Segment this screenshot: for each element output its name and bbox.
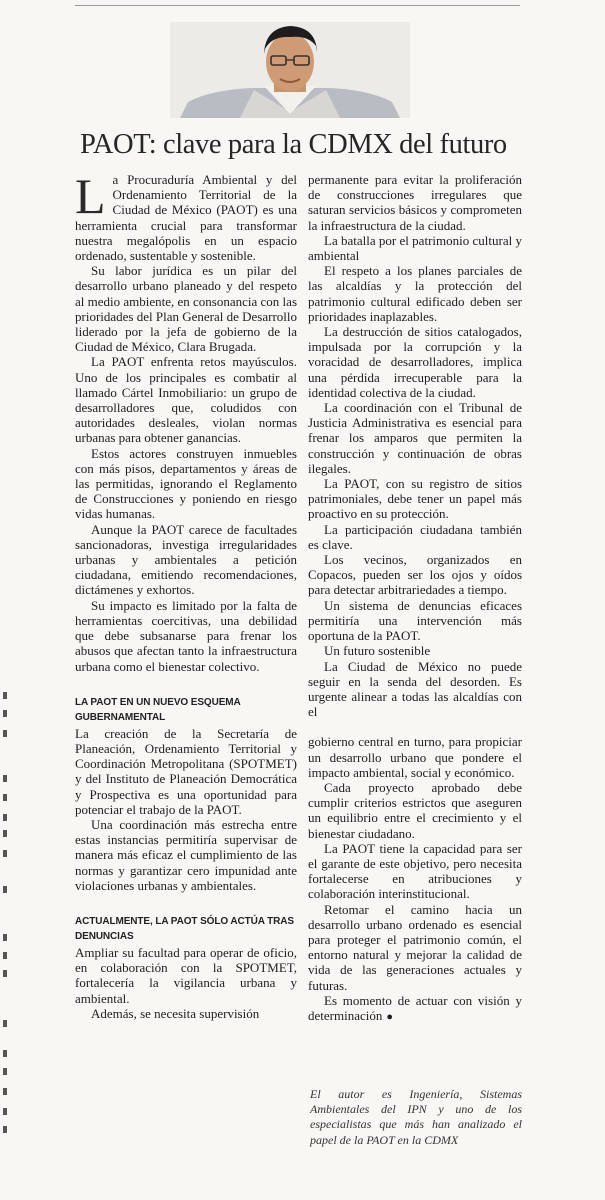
- paragraph: La PAOT enfrenta retos mayúsculos. Uno de los principales es combatir al llamado Cártel Inmobiliario: un grupo de desarrolladores que, coludidos con autoridades desleales, violan normas urbanas para obtener ganancias.: [75, 354, 297, 446]
- paragraph: Cada proyecto aprobado debe cumplir criterios estrictos que aseguren un equilibrio entre el crecimiento y el bienestar ciudadano.: [308, 779, 522, 841]
- paragraph: Su impacto es limitado por la falta de herramientas coercitivas, una debilidad que debe subsanarse para frenar los abusos que afectan tanto la infraestructura urbana como el bienestar colectivo.: [75, 597, 297, 674]
- paragraph: La PAOT, con su registro de sitios patrimoniales, debe tener un papel más proactivo en su protección.: [308, 476, 522, 522]
- paragraph: Ampliar su facultad para operar de oficio, en colaboración con la SPOTMET, fortalecería la vigilancia urbana y ambiental.: [75, 944, 297, 1006]
- left-column: [75, 168, 298, 1021]
- paragraph: El respeto a los planes parciales de las alcaldías y la protección del patrimonio cultural edificado deben ser prioridades inaplazables.: [308, 263, 522, 324]
- paragraph: Los vecinos, organizados en Copacos, pueden ser los ojos y oídos para detectar arbitrariedades a tiempo.: [308, 552, 522, 598]
- paragraph: La Ciudad de México no puede seguir en la senda del desorden. Es urgente alinear a todas las alcaldías con el: [308, 658, 522, 720]
- author-credit: El autor es Ingeniería, Sistemas Ambientales del IPN y uno de los especialistas que más han analizado el papel de la PAOT en la CDMX: [310, 1087, 522, 1147]
- author-portrait-icon: [170, 22, 410, 118]
- paragraph: Su labor jurídica es un pilar del desarrollo urbano planeado y del respeto al medio ambiente, en consonancia con las prioridades del Plan General de Desarrollo liderado por la jefa de gobierno de la Ciudad de México, Clara Brugada.: [75, 263, 298, 355]
- section-heading: La batalla por el patrimonio cultural y ambiental: [308, 232, 522, 264]
- closing-paragraph: [308, 993, 522, 1025]
- paragraph: gobierno central en turno, para propiciar un desarrollo urbano que pondere el impacto ambiental, social y económico.: [308, 734, 522, 780]
- paragraph: Además, se necesita supervisión: [91, 1005, 260, 1021]
- subhead-denuncias: ACTUALMENTE, LA PAOT SÓLO ACTÚA TRAS DENUNCIAS: [75, 915, 294, 942]
- lead-paragraph: [75, 168, 297, 264]
- paragraph: Una coordinación más estrecha entre estas instancias permitiría supervisar de manera más eficaz el cumplimiento de las normas y garantizar cero impunidad ante violaciones urbanas y ambientales.: [75, 816, 297, 893]
- paragraph: permanente para evitar la proliferación de construcciones irregulares que saturan servicios básicos y comprometen la infraestructura de la ciudad.: [308, 172, 522, 233]
- adjacent-page-edge: [0, 690, 10, 1140]
- paragraph: La creación de la Secretaría de Planeación, Ordenamiento Territorial y Coordinación Metropolitana (SPOTMET) y del Instituto de Planeación Democrática y Prospectiva es una oportunidad para potenciar el trabajo de la PAOT.: [75, 725, 297, 817]
- paragraph: La participación ciudadana también es clave.: [308, 521, 522, 552]
- headline: PAOT: clave para la CDMX del futuro: [80, 129, 507, 160]
- end-mark-icon: ●: [386, 1010, 394, 1023]
- paragraph: Un sistema de denuncias eficaces permitiría una intervención más oportuna de la PAOT.: [308, 597, 522, 644]
- closing-text: Es momento de actuar con visión y determinación: [308, 992, 522, 1023]
- paragraph: La destrucción de sitios catalogados, impulsada por la corrupción y la voracidad de desarrolladores, implica una pérdida irrecuperable para la identidad colectiva de la ciudad.: [308, 324, 522, 400]
- paragraph: Aunque la PAOT carece de facultades sancionadoras, investiga irregularidades urbanas y ambientales a petición ciudadana, emitiendo recomendaciones, dictámenes y exhortos.: [75, 521, 297, 598]
- right-column: [308, 172, 522, 1025]
- lead-paragraph-text: a Procuraduría Ambiental y del Ordenamiento Territorial de la Ciudad de México (PAOT) es una herramienta crucial para transformar nuestra megalópolis en un espacio ordenado, sustentable y sostenible.: [75, 172, 297, 264]
- paragraph: Retomar el camino hacia un desarrollo urbano ordenado es esencial para proteger el patrimonio común, el entorno natural y mejorar la calidad de vida de las generaciones actuales y futuras.: [308, 901, 522, 993]
- paragraph: La PAOT tiene la capacidad para ser el garante de este objetivo, pero necesita fortalecerse en atribuciones y colaboración interinstitucional.: [308, 840, 522, 902]
- author-photo: [170, 22, 410, 118]
- section-heading: Un futuro sostenible: [324, 643, 431, 659]
- subhead-gubernamental: LA PAOT EN UN NUEVO ESQUEMA GUBERNAMENTAL: [75, 696, 241, 723]
- dropcap: L: [75, 168, 106, 224]
- paragraph: Estos actores construyen inmuebles con más pisos, departamentos y áreas de las permitidas, ignorando el Reglamento de Construcciones y poniendo en riesgo vidas humanas.: [75, 445, 297, 522]
- paragraph: La coordinación con el Tribunal de Justicia Administrativa es esencial para frenar los amparos que permiten la construcción y continuación de obras ilegales.: [308, 400, 522, 476]
- top-rule: [75, 5, 520, 6]
